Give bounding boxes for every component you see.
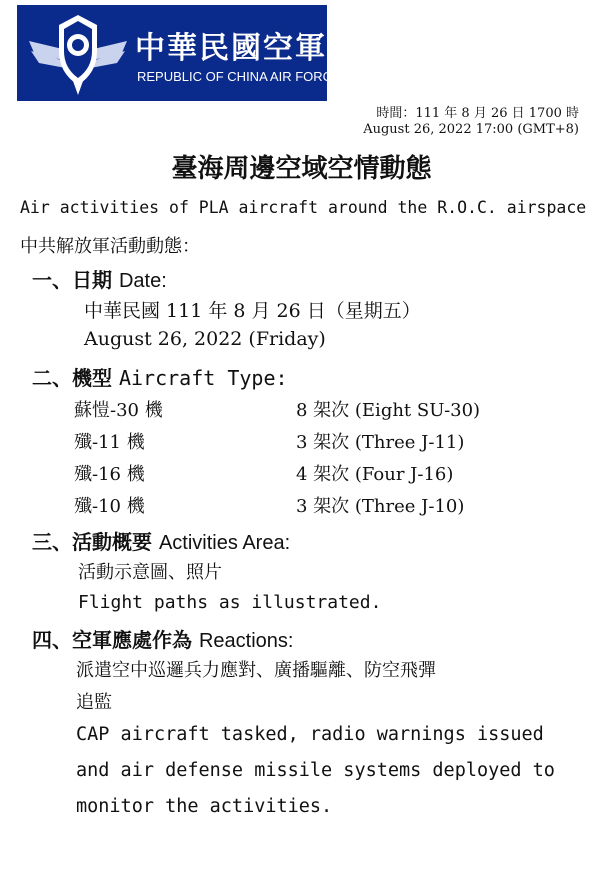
section-area-heading-zh: 三、活動概要 (32, 530, 152, 554)
reactions-line-zh-2: 追監 (76, 692, 112, 713)
section-date-heading-en: Date: (118, 270, 167, 292)
time-zh: 時間：111 年 8 月 26 日 1700 時 (376, 106, 579, 121)
reactions-line-en-3: monitor the activities. (76, 796, 333, 817)
section-aircraft-heading-zh: 二、機型 (32, 366, 112, 390)
org-name-zh: 中華民國空軍 (135, 31, 327, 66)
section-aircraft-heading-en: Aircraft Type: (118, 366, 288, 390)
date-line-en: August 26, 2022 (Friday) (84, 328, 326, 350)
section-reactions-heading-zh: 四、空軍應處作為 (32, 628, 192, 652)
section-area-heading-en: Activities Area: (158, 532, 291, 554)
aircraft-row-count: 4 架次 (Four J-16) (296, 464, 454, 485)
reactions-line-en-1: CAP aircraft tasked, radio warnings issued (76, 724, 544, 745)
subtitle-zh: 中共解放軍活動動態： (20, 236, 200, 257)
aircraft-row-count: 3 架次 (Three J-10) (296, 496, 465, 517)
air-force-banner (17, 5, 341, 101)
area-line-zh: 活動示意圖、照片 (78, 562, 222, 583)
section-date-heading-zh: 一、日期 (32, 268, 112, 292)
aircraft-row-type: 殲-16 機 (74, 464, 145, 485)
date-line-zh: 中華民國 111 年 8 月 26 日（星期五） (84, 300, 421, 322)
subtitle-en: Air activities of PLA aircraft around the R.O.C. airspace (20, 198, 587, 217)
reactions-line-en-2: and air defense missile systems deployed to (76, 760, 555, 781)
section-reactions-heading (32, 624, 293, 653)
aircraft-row-type: 殲-11 機 (74, 432, 145, 453)
org-name-en: REPUBLIC OF CHINA AIR FORCE (137, 69, 341, 84)
section-area-heading (32, 526, 290, 555)
air-force-emblem-icon (27, 11, 129, 97)
section-reactions-heading-en: Reactions: (198, 630, 294, 652)
aircraft-row-type: 蘇愷-30 機 (74, 400, 163, 421)
time-en: August 26, 2022 17:00 (GMT+8) (363, 122, 579, 137)
aircraft-row-count: 8 架次 (Eight SU-30) (296, 400, 481, 421)
aircraft-row-type: 殲-10 機 (74, 496, 145, 517)
area-line-en: Flight paths as illustrated. (78, 592, 382, 613)
aircraft-row-count: 3 架次 (Three J-11) (296, 432, 465, 453)
page-title: 臺海周邊空域空情動態 (171, 154, 432, 184)
section-date-heading (32, 264, 167, 293)
reactions-line-zh-1: 派遣空中巡邏兵力應對、廣播驅離、防空飛彈 (76, 660, 436, 681)
section-aircraft-heading (32, 362, 288, 391)
